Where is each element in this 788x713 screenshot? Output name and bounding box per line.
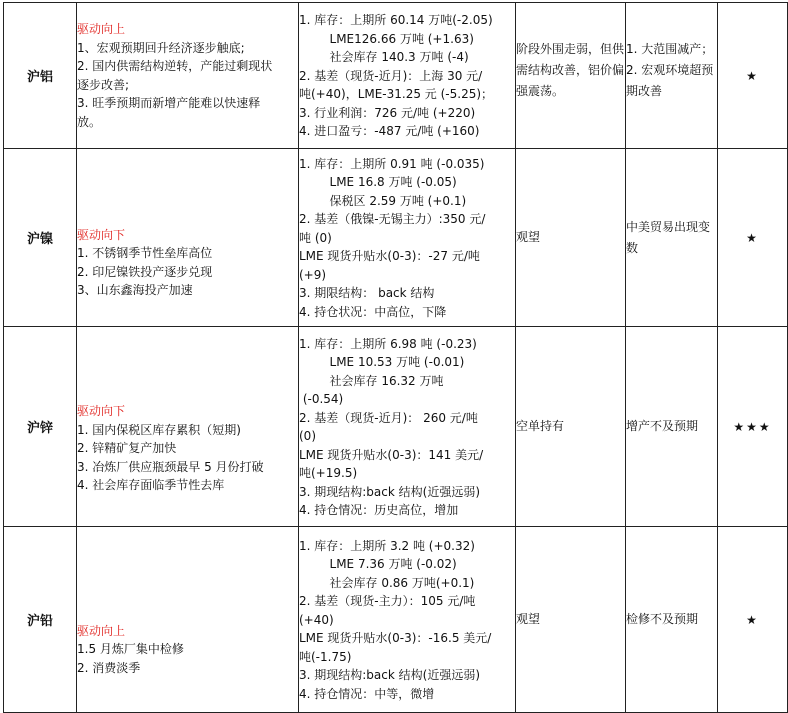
table-row (4, 149, 788, 327)
data-line: (+40) (299, 612, 334, 627)
rating-cell (718, 3, 788, 149)
star-rating-icon: ★ (746, 68, 759, 83)
view-cell (516, 149, 626, 327)
data-line: 2. 基差（现货-主力）：105 元/吨 (299, 594, 476, 609)
strategy-view: 观望 (516, 612, 541, 626)
table-row (4, 527, 788, 713)
data-line: (+9) (299, 267, 327, 282)
risk-cell (626, 149, 718, 327)
driver-item: 3、山东鑫海投产加速 (77, 283, 193, 297)
rating-cell (718, 327, 788, 527)
view-cell (516, 327, 626, 527)
data-line: LME 现货升贴水(0-3)：-27 元/吨 (299, 249, 480, 264)
metal-name: 沪铝 (26, 70, 53, 85)
data-line: 3. 行业利润：726 元/吨 (+220) (299, 105, 476, 120)
driver-item: 3. 冶炼厂供应瓶颈最早 5 月份打破 (77, 459, 264, 474)
driver-item: 4. 社会库存面临季节性去库 (77, 478, 225, 493)
strategy-view: 空单持有 (516, 419, 565, 433)
risk-cell (626, 3, 718, 149)
data-line: 1. 库存：上期所 3.2 吨 (+0.32) (299, 538, 475, 553)
data-line: 社会库存 16.32 万吨 (299, 373, 444, 388)
strategy-view: 观望 (516, 230, 541, 244)
data-line: (-0.54) (299, 392, 344, 406)
table-row (4, 327, 788, 527)
data-line: LME 现货升贴水(0-3)：141 美元/ (299, 447, 484, 462)
view-cell (516, 3, 626, 149)
strategy-view: 阶段外围走弱，但供需结构改善，铝价偏强震荡。 (516, 42, 625, 98)
driver-item: 逐步改善; (77, 77, 130, 92)
rating-cell (718, 527, 788, 713)
metal-name: 沪锌 (26, 421, 53, 436)
data-line: LME 7.36 万吨 (-0.02) (299, 557, 457, 572)
view-cell (516, 527, 626, 713)
data-line: 吨(-1.75) (299, 649, 352, 664)
risk-factor: 中美贸易出现变数 (626, 219, 711, 255)
driver-direction: 驱动向上 (77, 623, 126, 638)
metal-name: 沪铅 (26, 614, 53, 629)
driver-item: 2. 消费淡季 (77, 660, 141, 675)
star-rating-icon: ★ (746, 612, 759, 627)
driver-cell (77, 149, 299, 327)
data-line: 1. 库存：上期所 6.98 吨 (-0.23) (299, 336, 477, 351)
table-row (4, 3, 788, 149)
driver-item: 2. 国内供需结构逆转，产能过剩现状 (77, 59, 273, 73)
risk-factor: 检修不及预期 (626, 612, 699, 626)
data-line: 吨(+40)，LME-31.25 元 (-5.25)； (299, 87, 494, 102)
data-line: 4. 持仓情况：中等，微增 (299, 686, 435, 701)
driver-item: 1.5 月炼厂集中检修 (77, 642, 184, 657)
data-line: LME 10.53 万吨 (-0.01) (299, 355, 465, 369)
metal-name-cell (4, 149, 77, 327)
risk-factor: 1. 大范围减产； 2. 宏观环境超预期改善 (626, 42, 714, 98)
data-line: LME 现货升贴水(0-3)：-16.5 美元/ (299, 631, 492, 646)
data-line: 社会库存 140.3 万吨 (-4) (299, 50, 469, 65)
data-line: 1. 库存：上期所 60.14 万吨(-2.05) (299, 13, 493, 28)
data-line: 4. 持仓状况：中高位，下降 (299, 304, 447, 319)
data-line: 3. 期现结构:back 结构(近强远弱) (299, 484, 481, 499)
data-cell (299, 149, 516, 327)
data-line: 保税区 2.59 万吨 (+0.1) (299, 193, 467, 208)
risk-cell (626, 327, 718, 527)
data-line: 2. 基差（俄镍-无锡主力）:350 元/ (299, 212, 486, 227)
driver-direction: 驱动向下 (77, 404, 126, 419)
data-cell (299, 3, 516, 149)
data-line: 吨(+19.5) (299, 466, 358, 480)
driver-cell (77, 3, 299, 149)
data-line: LME 16.8 万吨 (-0.05) (299, 175, 457, 190)
driver-item: 1. 不锈钢季节性垒库高位 (77, 246, 213, 260)
data-cell (299, 527, 516, 713)
driver-item: 2. 印尼镍铁投产逐步兑现 (77, 264, 213, 279)
metals-strategy-table (3, 2, 788, 713)
star-rating-icon: ★★★ (733, 419, 772, 434)
driver-item: 放。 (77, 114, 102, 129)
driver-cell (77, 327, 299, 527)
metal-name: 沪镍 (26, 232, 53, 247)
data-line: (0) (299, 429, 316, 443)
risk-cell (626, 527, 718, 713)
data-line: 社会库存 0.86 万吨(+0.1) (299, 575, 475, 590)
metal-name-cell (4, 527, 77, 713)
data-line: 2. 基差（现货-近月)：上海 30 元/ (299, 68, 483, 83)
data-line: LME126.66 万吨 (+1.63) (299, 31, 474, 46)
risk-factor: 增产不及预期 (626, 419, 699, 433)
driver-item: 1、宏观预期回升经济逐步触底; (77, 40, 245, 55)
data-line: 3. 期现结构:back 结构(近强远弱) (299, 668, 481, 683)
data-line: 4. 进口盈亏：-487 元/吨 (+160) (299, 124, 480, 139)
star-rating-icon: ★ (746, 230, 759, 245)
metal-name-cell (4, 3, 77, 149)
driver-cell (77, 527, 299, 713)
rating-cell (718, 149, 788, 327)
driver-direction: 驱动向下 (77, 227, 126, 242)
driver-item: 2. 锌精矿复产加快 (77, 441, 177, 456)
driver-item: 3. 旺季预期而新增产能难以快速释 (77, 96, 261, 110)
data-line: 3. 期限结构： back 结构 (299, 286, 435, 301)
data-line: 4. 持仓情况：历史高位，增加 (299, 503, 459, 517)
metal-name-cell (4, 327, 77, 527)
data-line: 1. 库存：上期所 0.91 吨 (-0.035) (299, 156, 485, 171)
data-line: 2. 基差（现货-近月)： 260 元/吨 (299, 410, 478, 425)
data-cell (299, 327, 516, 527)
driver-item: 1. 国内保税区库存累积（短期) (77, 422, 241, 437)
driver-direction: 驱动向上 (77, 22, 126, 36)
data-line: 吨 (0) (299, 230, 332, 245)
